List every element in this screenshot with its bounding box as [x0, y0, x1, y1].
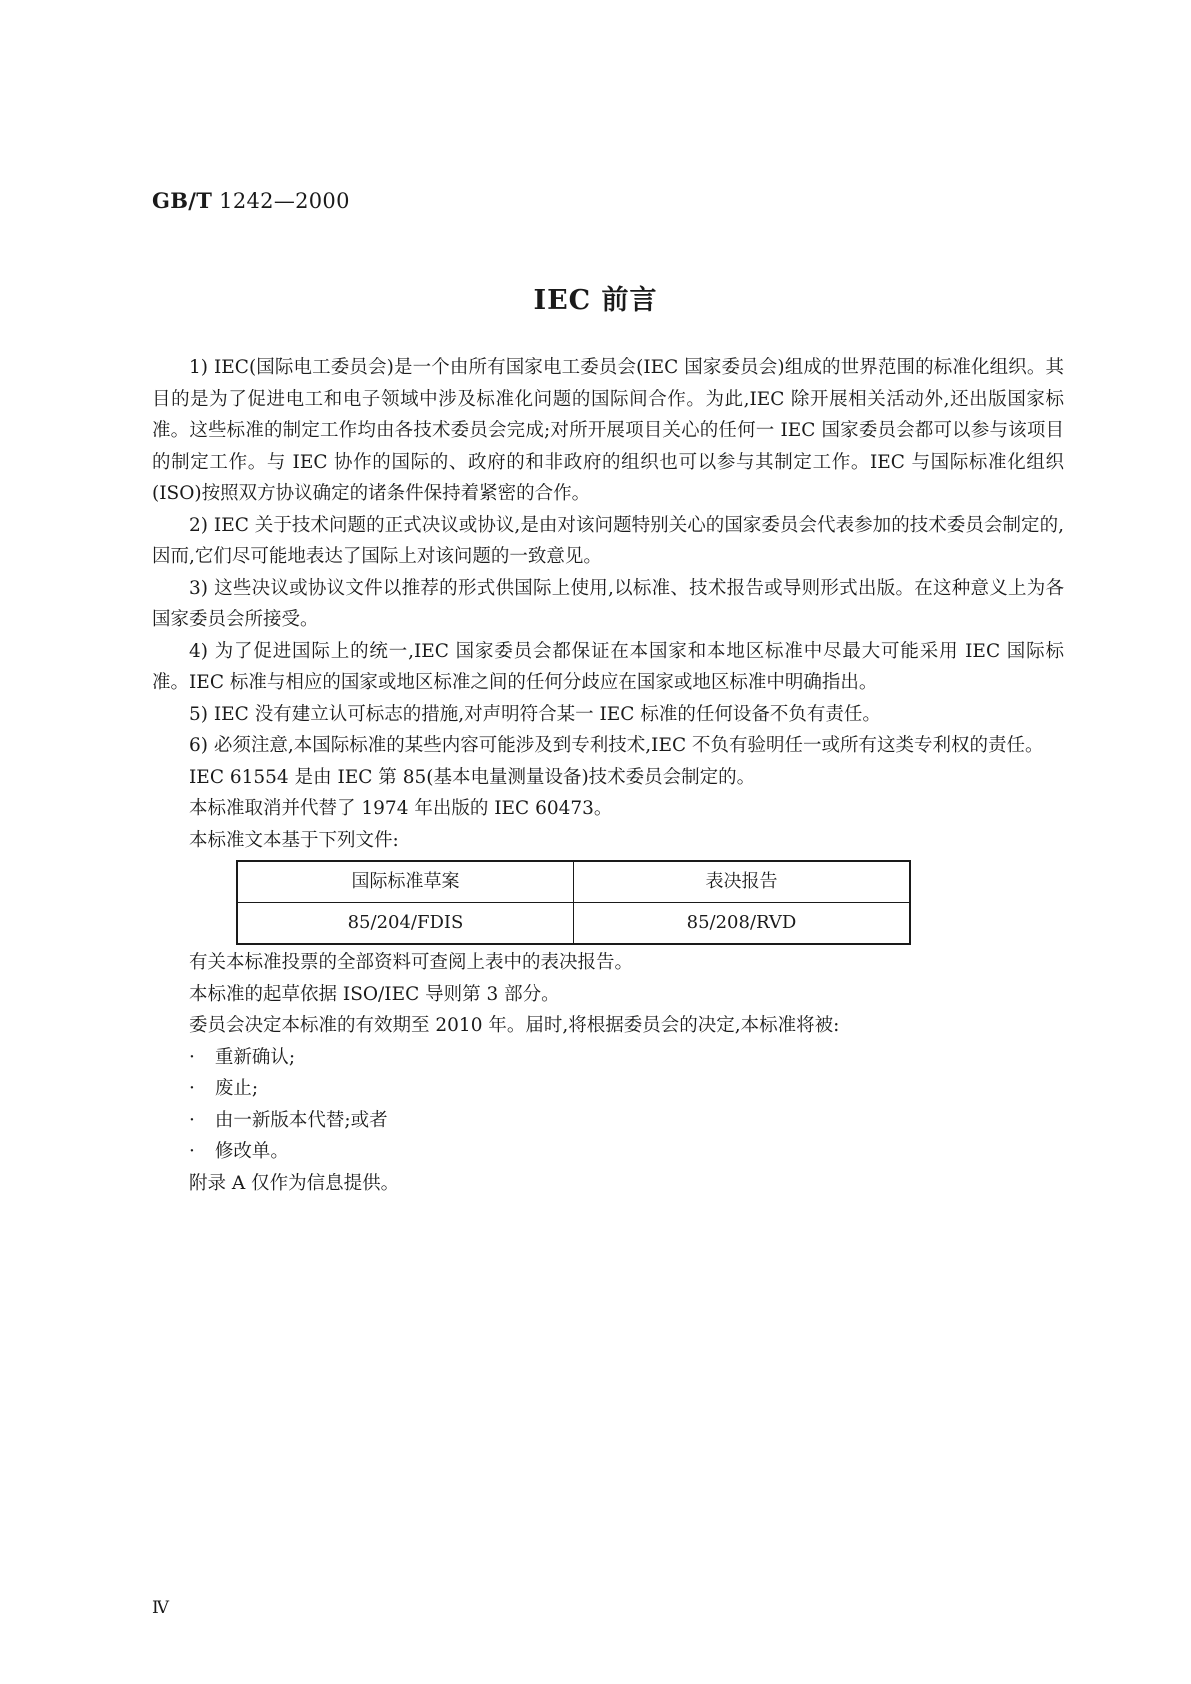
- list-item-text: 废止;: [214, 1078, 259, 1099]
- paragraph-voting-info: 有关本标准投票的全部资料可查阅上表中的表决报告。: [189, 952, 634, 973]
- paragraph-2: 2) IEC 关于技术问题的正式决议或协议,是由对该问题特别关心的国家委员会代表参加的技术委员会制定的,因而,它们尽可能地表达了国际上对该问题的一致意见。: [152, 514, 1064, 567]
- list-item: [152, 1042, 1064, 1074]
- paragraph-5: 5) IEC 没有建立认可标志的措施,对声明符合某一 IEC 标准的任何设备不负有责任。: [189, 703, 881, 725]
- bullet-icon: ·: [189, 1046, 195, 1068]
- paragraph-annex-note: 附录 A 仅作为信息提供。: [189, 1172, 400, 1194]
- standard-prefix: GB/T: [152, 188, 213, 213]
- list-item: [152, 1073, 1064, 1105]
- list-item-text: 重新确认;: [214, 1046, 296, 1068]
- voting-documents-table: [236, 860, 911, 945]
- page-title: IEC 前言: [533, 285, 658, 316]
- table-row: [237, 903, 910, 945]
- paragraph-drafting-rules: 本标准的起草依据 ISO/IEC 导则第 3 部分。: [189, 983, 560, 1005]
- table-header-rvd: 表决报告: [574, 861, 911, 903]
- standard-code: 1242—2000: [219, 189, 350, 213]
- bullet-icon: ·: [189, 1078, 195, 1099]
- table-header-row: [237, 861, 910, 903]
- paragraph-6: 6) 必须注意,本国际标准的某些内容可能涉及到专利技术,IEC 不负有验明任一或所有这类专利权的责任。: [189, 735, 1044, 756]
- document-body: [152, 352, 1064, 1199]
- paragraph-1: 1) IEC(国际电工委员会)是一个由所有国家电工委员会(IEC 国家委员会)组成的世界范围的标准化组织。其目的是为了促进电工和电子领域中涉及标准化问题的国际间合作。为此,IEC 除开展相关活动外,还出版国家标准。这些标准的制定工作均由各技术委员会完成;对所开展项目关心的任何一 IEC 国家委员会都可以参与该项目的制定工作。与 IEC 协作的国际的、政府的和非政府的组织也可以参与其制定工作。IEC 与国际标准化组织(ISO)按照双方协议确定的诸条件保持着紧密的合作。: [152, 357, 1064, 504]
- list-item-text: 修改单。: [214, 1141, 289, 1162]
- paragraph-replaces: 本标准取消并代替了 1974 年出版的 IEC 60473。: [189, 798, 613, 819]
- standard-number: [152, 188, 350, 213]
- table-header-fdis: 国际标准草案: [237, 861, 574, 903]
- table-cell-rvd: 85/208/RVD: [574, 903, 911, 945]
- list-item-text: 由一新版本代替;或者: [214, 1109, 388, 1131]
- paragraph-iec-61554: IEC 61554 是由 IEC 第 85(基本电量测量设备)技术委员会制定的。: [189, 766, 756, 788]
- table-cell-fdis: 85/204/FDIS: [237, 903, 574, 945]
- paragraph-based-on: 本标准文本基于下列文件:: [189, 829, 399, 851]
- bullet-icon: ·: [189, 1109, 195, 1131]
- list-item: [152, 1105, 1064, 1137]
- paragraph-3: 3) 这些决议或协议文件以推荐的形式供国际上使用,以标准、技术报告或导则形式出版。在这种意义上为各国家委员会所接受。: [152, 577, 1064, 630]
- list-item: [152, 1136, 1064, 1168]
- bullet-icon: ·: [189, 1141, 195, 1162]
- page-number: Ⅳ: [152, 1598, 169, 1618]
- paragraph-validity: 委员会决定本标准的有效期至 2010 年。届时,将根据委员会的决定,本标准将被:: [189, 1015, 840, 1036]
- paragraph-4: 4) 为了促进国际上的统一,IEC 国家委员会都保证在本国家和本地区标准中尽最大可能采用 IEC 国际标准。IEC 标准与相应的国家或地区标准之间的任何分歧应在国家或地区标准中明确指出。: [152, 640, 1064, 693]
